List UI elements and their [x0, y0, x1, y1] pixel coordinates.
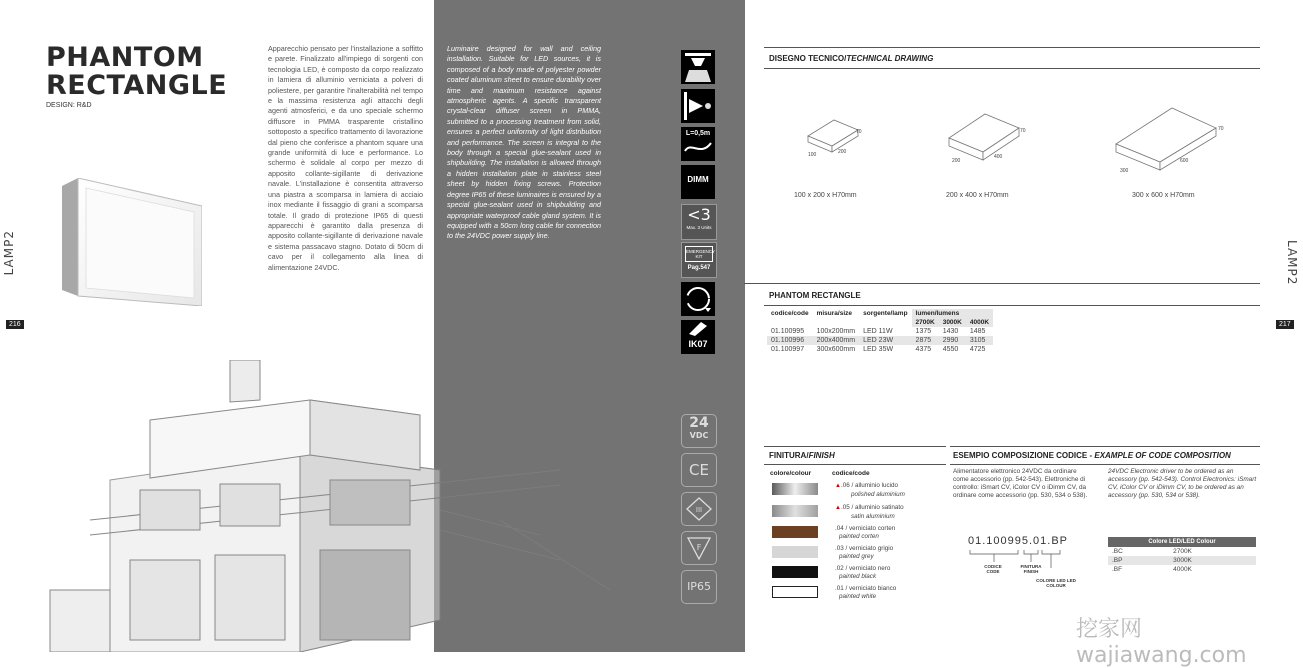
colour-code: .BF	[1112, 566, 1123, 573]
dim-w-large: 300	[1120, 168, 1129, 174]
td-title-en: TECHNICAL DRAWING	[846, 54, 934, 63]
col-size: misura/size	[816, 310, 852, 317]
colour-temp: 3000K	[1169, 556, 1256, 565]
colour-temp: 4000K	[1173, 566, 1192, 573]
cell-l2700: 1375	[915, 328, 932, 335]
cell-size: 100x200mm	[816, 328, 856, 335]
ce-label: CE	[689, 461, 709, 479]
col-source: sorgente/lamp	[863, 310, 908, 317]
cell-l2700: 2875	[912, 336, 939, 345]
led-colour-table	[1108, 537, 1256, 574]
finish-item: ▲.05 / alluminio satinato satin aluminium	[835, 504, 945, 520]
cable-length-icon	[681, 127, 715, 161]
ik-rating-icon	[681, 320, 715, 354]
cell-l4000: 4725	[969, 346, 986, 353]
voltage-value: 24	[689, 415, 709, 431]
finish-colour-header: colore/colour	[770, 470, 812, 477]
finish-code: .01	[835, 585, 844, 592]
code-label-code: CODICE CODE	[984, 564, 1002, 574]
finish-item: .01 / verniciato bianco painted white	[835, 585, 945, 600]
class-iii-icon	[681, 492, 717, 526]
swatch-white	[772, 586, 818, 598]
drawing-caption-large: 300 x 600 x H70mm	[1132, 192, 1195, 199]
finish-code: .05	[840, 504, 850, 511]
brand-vertical-left: LAMP2	[2, 230, 16, 276]
finish-en: painted corten	[839, 532, 879, 540]
ip65-icon	[681, 570, 717, 604]
svg-text:F: F	[696, 543, 702, 552]
wall-mount-icon	[681, 89, 715, 123]
code-composition-title	[953, 451, 1231, 460]
cell-size: 300x600mm	[816, 346, 856, 353]
divider	[764, 47, 1260, 48]
dim-h-medium: 70	[1020, 128, 1026, 134]
ik-label: IK07	[688, 339, 708, 349]
table-row	[1108, 565, 1256, 574]
swatch-corten	[772, 526, 818, 538]
dim-l-medium: 400	[994, 154, 1003, 160]
divider	[950, 464, 1260, 465]
cell-l3000: 4550	[942, 346, 959, 353]
finish-code: .06	[840, 482, 850, 489]
colour-table-title: Colore LED/LED Colour	[1108, 537, 1256, 547]
svg-text:III: III	[695, 506, 703, 514]
emergency-label: EMERGENCY KIT	[685, 246, 713, 262]
page-number-right: 217	[1276, 320, 1294, 329]
dim-w-small: 100	[808, 152, 817, 158]
product-photo	[62, 178, 202, 306]
divider	[764, 305, 1260, 306]
finish-code: .03	[835, 545, 844, 552]
td-title-it: DISEGNO TECNICO/	[769, 54, 847, 63]
finish-title-it: FINITURA/	[769, 451, 809, 460]
divider	[950, 446, 1260, 447]
finish-marker-icon: ▲	[835, 505, 841, 511]
code-note-english: 24VDC Electronic driver to be ordered as an accessory (pp. 542-543). Control Electronics: iSmart CV, iColor CV or iDimm CV, to be ordered as an accessory (pp. 530, 534 or 538).	[1108, 468, 1257, 499]
title-line-2: RECTANGLE	[46, 70, 228, 101]
swatch-black	[772, 566, 818, 578]
design-credit: DESIGN: R&D	[46, 102, 92, 109]
f-mark-icon	[681, 531, 717, 565]
col-lumen: lumen/lumens	[912, 309, 993, 318]
cell-code: 01.100995	[771, 328, 805, 335]
code-example: 01.100995.01.BP	[968, 535, 1069, 547]
cable-length-label: L=0,5m	[685, 130, 711, 137]
divider	[764, 68, 1260, 69]
description-english: Luminaire designed for wall and ceiling installation. Suitable for LED sources, it is composed of a body made of polyester powder coated aluminum sheet to ensure durability over time and maximum resistance against atmospheric agents. A specific transparent crystal-clear diffuser screen in PMMA, submitted to a processing treatment from solid, ensures a perfect uniformity of light distribution and performance. The screen is integral to the body through a special glue-sealant used in shipbuilding. The installation is allowed through a hidden installation plate in stainless steel sheet by hidden fixing screws. Protection degree IP65 of these luminaires is ensured by a special glue-sealant used in shipbuilding and appropriate waterproof cable gland system. It is equipped with a 50cm long cable for connection to the 24VDC power supply line.	[447, 44, 601, 241]
cell-l4000: 1485	[969, 328, 986, 335]
cell-source: LED 23W	[859, 336, 911, 345]
finish-code: .02	[835, 565, 844, 572]
finish-marker-icon: ▲	[835, 483, 841, 489]
finish-en: painted white	[839, 592, 877, 600]
page-number-left: 216	[6, 320, 24, 329]
cell-source: LED 11W	[863, 328, 893, 335]
architectural-sketch	[0, 360, 745, 652]
finish-en: painted grey	[839, 552, 874, 560]
table-row	[1108, 556, 1256, 565]
finish-title	[769, 451, 835, 460]
table-row	[767, 345, 993, 354]
product-table	[767, 309, 993, 354]
cell-l3000: 2990	[939, 336, 966, 345]
ceiling-mount-icon	[681, 50, 715, 84]
finish-it: verniciato nero	[849, 565, 891, 572]
technical-drawing-title	[769, 54, 933, 63]
finish-en: painted black	[839, 572, 877, 580]
table-row	[767, 336, 993, 345]
dimmable-icon	[681, 165, 715, 199]
finish-it: verniciato bianco	[849, 585, 897, 592]
code-note-italian: Alimentatore elettronico 24VDC da ordinare come accessorio (pp. 542-543). Elettroniche di controllo: iSmart CV, iColor CV o iDimm CV, da ordinare come accessorio (pp. 530, 534 o 538).	[953, 468, 1088, 499]
max-units-sub: Max. 3 Units	[686, 225, 712, 230]
brand-vertical-right: LAMP2	[1285, 240, 1299, 286]
ip-label: IP65	[687, 580, 711, 593]
drawing-caption-medium: 200 x 400 x H70mm	[946, 192, 1009, 199]
swatch-polished-aluminium	[772, 483, 818, 495]
table-row	[1108, 547, 1256, 556]
finish-title-en: FINISH	[808, 451, 835, 460]
watermark: 挖家网 wajiawang.com	[1076, 617, 1247, 668]
dim-h-large: 70	[1218, 126, 1224, 132]
finish-it: verniciato grigio	[849, 545, 894, 552]
dimm-label: DIMM	[687, 175, 709, 184]
col-4000: 4000K	[966, 318, 993, 327]
divider	[764, 464, 946, 465]
cell-code: 01.100996	[767, 336, 813, 345]
ce-mark-icon	[681, 453, 717, 487]
code-label-led: COLORE LED LED COLOUR	[1036, 578, 1076, 588]
ex-title-it: ESEMPIO COMPOSIZIONE CODICE -	[953, 451, 1095, 460]
page-title	[46, 44, 236, 100]
drawing-large	[1112, 104, 1222, 174]
finish-it: alluminio satinato	[854, 504, 904, 511]
divider	[764, 446, 946, 447]
cell-l2700: 4375	[915, 346, 932, 353]
colour-temp: 2700K	[1173, 548, 1192, 555]
dim-w-medium: 200	[952, 158, 961, 164]
table-subheader-row	[767, 318, 993, 327]
product-table-title: PHANTOM RECTANGLE	[769, 291, 861, 300]
finish-code: .04	[835, 525, 844, 532]
max-units-icon	[681, 204, 717, 240]
emergency-page: Pag.547	[687, 265, 711, 271]
finish-en: satin aluminium	[851, 512, 895, 520]
code-label-finish: FINITURA FINISH	[1020, 564, 1042, 574]
cell-l3000: 1430	[942, 328, 959, 335]
emergency-kit-icon	[681, 242, 717, 278]
dim-l-large: 600	[1180, 158, 1189, 164]
table-header-row	[767, 309, 993, 318]
ex-title-en: EXAMPLE OF CODE COMPOSITION	[1094, 451, 1231, 460]
dim-h-small: 70	[856, 129, 862, 135]
dim-l-small: 200	[838, 149, 847, 155]
finish-it: verniciato corten	[849, 525, 896, 532]
title-line-1: PHANTOM	[46, 42, 204, 73]
cell-source: LED 35W	[863, 346, 894, 353]
divider	[744, 283, 1260, 284]
colour-code: .BC	[1112, 548, 1123, 555]
description-italian: Apparecchio pensato per l'installazione a soffitto e parete. Finalizzato all'impiego di sorgenti con tecnologia LED, è composto da corpo realizzato in lamiera di alluminio verniciata a polveri di poliestere, per garantire l'inalterabilità nel tempo e la massima resistenza agli attacchi degli agenti atmosferici, e da uno speciale schermo diffusore in PMMA trasparente cristallino sottoposto a specifico trattamento di lavorazione dal pieno che conferisce a phantom square una grande uniformità di luce e performance. Lo schermo è solidale al corpo per mezzo di apposito collante-sigillante di derivazione navale. L'installazione è consentita attraverso una piastra a scomparsa in lamiera di acciaio inox mediante il fissaggio di grani a scomparsa totale. Il grado di protezione IP65 di questi apparecchi è garantito dalla presenza di apposito collante-sigillante di derivazione navale e sistema passacavo stagno. Dotato di 50cm di cavo per il collegamento alla linea di alimentazione 24VDC.	[268, 44, 423, 272]
cell-size: 200x400mm	[813, 336, 860, 345]
finish-it: alluminio lucido	[854, 482, 899, 489]
finish-en: polished aluminium	[851, 490, 905, 498]
finish-item: .02 / verniciato nero painted black	[835, 565, 945, 580]
col-2700: 2700K	[912, 318, 939, 327]
col-code: codice/code	[771, 310, 809, 317]
swatch-satin-aluminium	[772, 505, 818, 517]
colour-code: .BP	[1108, 556, 1169, 565]
swatch-grey	[772, 546, 818, 558]
finish-item: .04 / verniciato corten painted corten	[835, 525, 945, 540]
voltage-unit: VDC	[689, 431, 709, 440]
cell-l4000: 3105	[966, 336, 993, 345]
table-row	[767, 327, 993, 336]
col-3000: 3000K	[939, 318, 966, 327]
finish-item: ▲.06 / alluminio lucido polished aluminium	[835, 482, 945, 498]
cell-code: 01.100997	[771, 346, 805, 353]
rotation-icon	[681, 282, 715, 316]
max-units-label: <3	[687, 205, 711, 224]
voltage-icon	[681, 414, 717, 448]
drawing-caption-small: 100 x 200 x H70mm	[794, 192, 857, 199]
finish-item: .03 / verniciato grigio painted grey	[835, 545, 945, 560]
finish-code-header: codice/code	[832, 470, 870, 477]
